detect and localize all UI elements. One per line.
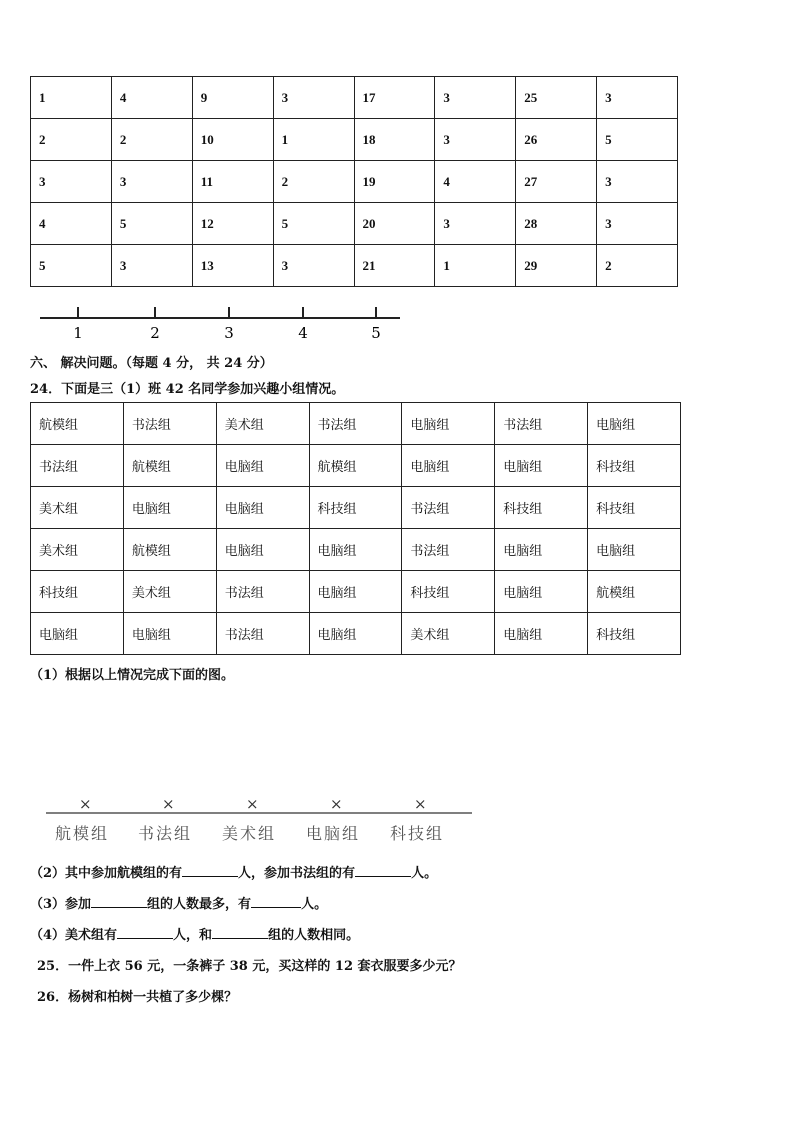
sub2-text-b: 人，参加书法组的有 <box>238 866 356 881</box>
data-table-cell: 9 <box>192 77 273 119</box>
interest-table-cell: 电脑组 <box>402 403 495 445</box>
interest-table-cell: 电脑组 <box>31 613 124 655</box>
interest-table-cell: 美术组 <box>123 571 216 613</box>
interest-table-cell: 科技组 <box>588 487 681 529</box>
chart-x-mark: × <box>330 795 343 813</box>
sub4-blank-1[interactable] <box>117 925 173 939</box>
chart-x-mark: × <box>414 795 427 813</box>
sub4-blank-2[interactable] <box>212 925 268 939</box>
data-table-cell: 11 <box>192 161 273 203</box>
interest-table-cell: 美术组 <box>216 403 309 445</box>
interest-table-row <box>31 529 681 571</box>
interest-table-cell: 航模组 <box>588 571 681 613</box>
data-table-row <box>31 77 678 119</box>
interest-table-row <box>31 613 681 655</box>
data-table-cell: 3 <box>111 245 192 287</box>
data-table-cell: 3 <box>435 203 516 245</box>
sub3-text-a: （3）参加 <box>30 897 92 912</box>
interest-table-cell: 科技组 <box>588 445 681 487</box>
data-table-cell: 3 <box>273 77 354 119</box>
interest-table-row <box>31 487 681 529</box>
data-table-cell: 5 <box>111 203 192 245</box>
interest-table-cell: 电脑组 <box>123 613 216 655</box>
interest-table-cell: 书法组 <box>495 403 588 445</box>
data-table-cell: 27 <box>516 161 597 203</box>
interest-table-cell: 书法组 <box>402 529 495 571</box>
interest-table-row <box>31 445 681 487</box>
interest-table-cell: 电脑组 <box>309 571 402 613</box>
sub4-text-b: 人，和 <box>173 928 213 943</box>
data-table-row <box>31 203 678 245</box>
data-table-row <box>31 119 678 161</box>
number-line <box>38 304 404 344</box>
interest-table-cell: 航模组 <box>123 445 216 487</box>
interest-table-cell: 电脑组 <box>402 445 495 487</box>
chart-category-label: 电脑组 <box>306 824 361 843</box>
chart-x-mark: × <box>246 795 259 813</box>
data-table-cell: 29 <box>516 245 597 287</box>
interest-table-cell: 电脑组 <box>495 529 588 571</box>
sub3-text-b: 组的人数最多，有 <box>147 897 252 912</box>
question-25: 25．一件上衣 56 元，一条裤子 38 元，买这样的 12 套衣服要多少元？ <box>37 959 462 974</box>
data-table-cell: 3 <box>273 245 354 287</box>
data-table-row <box>31 161 678 203</box>
chart-category-label: 书法组 <box>138 824 193 843</box>
data-table-cell: 1 <box>31 77 112 119</box>
data-table-cell: 2 <box>273 161 354 203</box>
interest-table-cell: 电脑组 <box>216 529 309 571</box>
interest-table-row <box>31 571 681 613</box>
interest-table-cell: 书法组 <box>402 487 495 529</box>
interest-table-cell: 书法组 <box>309 403 402 445</box>
question-24-sub4 <box>30 924 359 943</box>
data-table-cell: 5 <box>273 203 354 245</box>
data-table-cell: 21 <box>354 245 435 287</box>
interest-table-cell: 书法组 <box>216 571 309 613</box>
interest-table-cell: 科技组 <box>31 571 124 613</box>
data-table-cell: 12 <box>192 203 273 245</box>
question-24-sub3 <box>30 893 327 912</box>
sub2-text-a: （2）其中参加航模组的有 <box>30 866 183 881</box>
data-table <box>30 76 678 287</box>
data-table-cell: 5 <box>597 119 678 161</box>
chart-category-label: 美术组 <box>222 824 277 843</box>
data-table-cell: 19 <box>354 161 435 203</box>
interest-table-cell: 航模组 <box>31 403 124 445</box>
interest-table-cell: 电脑组 <box>495 445 588 487</box>
sub3-text-c: 人。 <box>301 897 328 912</box>
data-table-cell: 2 <box>111 119 192 161</box>
number-line-tick-label: 5 <box>371 324 381 342</box>
sub2-text-c: 人。 <box>411 866 438 881</box>
interest-table-cell: 美术组 <box>402 613 495 655</box>
interest-table-cell: 电脑组 <box>216 487 309 529</box>
number-line-tick-label: 4 <box>298 324 308 342</box>
interest-table-cell: 电脑组 <box>123 487 216 529</box>
data-table-cell: 25 <box>516 77 597 119</box>
data-table-cell: 2 <box>597 245 678 287</box>
number-line-tick-label: 2 <box>150 324 160 342</box>
data-table-cell: 3 <box>597 77 678 119</box>
interest-table-row <box>31 403 681 445</box>
interest-table-cell: 美术组 <box>31 529 124 571</box>
data-table-cell: 4 <box>435 161 516 203</box>
chart-category-label: 科技组 <box>390 824 445 843</box>
question-24-sub2 <box>30 862 437 881</box>
interest-table-cell: 电脑组 <box>588 529 681 571</box>
chart-category-label: 航模组 <box>55 824 110 843</box>
data-table-cell: 1 <box>273 119 354 161</box>
data-table-cell: 20 <box>354 203 435 245</box>
data-table-cell: 5 <box>31 245 112 287</box>
data-table-row <box>31 245 678 287</box>
interest-table-cell: 书法组 <box>123 403 216 445</box>
sub4-text-c: 组的人数相同。 <box>268 928 360 943</box>
sub2-blank-2[interactable] <box>355 863 411 877</box>
interest-table-cell: 电脑组 <box>588 403 681 445</box>
sub2-blank-1[interactable] <box>182 863 238 877</box>
data-table-cell: 13 <box>192 245 273 287</box>
section-heading: 六、 解决问题。（每题 4 分， 共 24 分） <box>30 356 273 371</box>
chart-x-mark: × <box>162 795 175 813</box>
interest-table-cell: 科技组 <box>402 571 495 613</box>
interest-table-cell: 航模组 <box>123 529 216 571</box>
question-24-sub1: （1）根据以上情况完成下面的图。 <box>30 668 235 683</box>
data-table-cell: 26 <box>516 119 597 161</box>
data-table-cell: 3 <box>597 161 678 203</box>
interest-table-cell: 科技组 <box>588 613 681 655</box>
sub3-blank-2[interactable] <box>251 894 301 908</box>
interest-group-table <box>30 402 681 655</box>
interest-table-cell: 电脑组 <box>216 445 309 487</box>
chart-x-mark: × <box>79 795 92 813</box>
chart-baseline <box>44 794 474 814</box>
interest-table-cell: 航模组 <box>309 445 402 487</box>
data-table-cell: 10 <box>192 119 273 161</box>
data-table-cell: 3 <box>111 161 192 203</box>
interest-table-cell: 科技组 <box>495 487 588 529</box>
question-24-title: 24．下面是三（1）班 42 名同学参加兴趣小组情况。 <box>30 382 345 397</box>
data-table-cell: 3 <box>435 77 516 119</box>
data-table-cell: 2 <box>31 119 112 161</box>
interest-table-cell: 美术组 <box>31 487 124 529</box>
number-line-tick-label: 1 <box>73 324 83 342</box>
data-table-cell: 18 <box>354 119 435 161</box>
interest-table-cell: 电脑组 <box>495 613 588 655</box>
interest-table-cell: 书法组 <box>31 445 124 487</box>
number-line-tick-label: 3 <box>224 324 234 342</box>
interest-table-cell: 科技组 <box>309 487 402 529</box>
interest-table-cell: 书法组 <box>216 613 309 655</box>
data-table-cell: 28 <box>516 203 597 245</box>
data-table-cell: 3 <box>597 203 678 245</box>
data-table-cell: 1 <box>435 245 516 287</box>
data-table-cell: 3 <box>31 161 112 203</box>
interest-table-cell: 电脑组 <box>309 529 402 571</box>
data-table-cell: 17 <box>354 77 435 119</box>
question-26: 26．杨树和柏树一共植了多少棵？ <box>37 990 238 1005</box>
interest-table-cell: 电脑组 <box>495 571 588 613</box>
data-table-cell: 4 <box>31 203 112 245</box>
data-table-cell: 3 <box>435 119 516 161</box>
data-table-cell: 4 <box>111 77 192 119</box>
interest-table-cell: 电脑组 <box>309 613 402 655</box>
sub3-blank-1[interactable] <box>91 894 147 908</box>
sub4-text-a: （4）美术组有 <box>30 928 118 943</box>
